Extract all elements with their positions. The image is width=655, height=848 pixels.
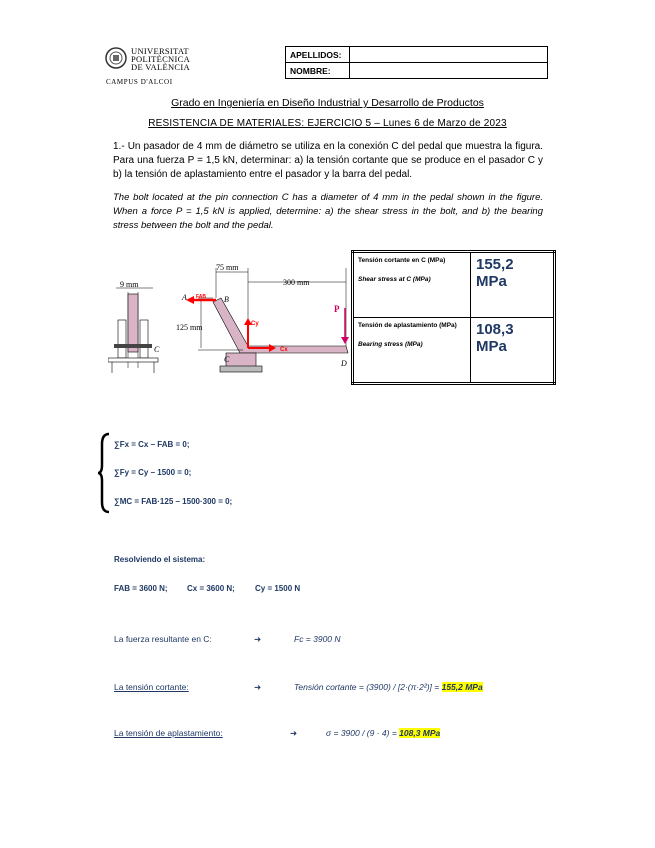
pedal-lever — [213, 298, 348, 372]
logo-line-2: POLITÈCNICA — [131, 54, 191, 64]
result-cx: Cx = 3600 N; — [187, 584, 235, 593]
pedal-figure — [108, 258, 353, 380]
system-brace-icon — [97, 432, 111, 514]
answer-table — [351, 250, 556, 385]
logo-line-3: DE VALÈNCIA — [131, 62, 190, 72]
equation-sum-fy: ∑Fy = Cy – 1500 = 0; — [114, 468, 192, 477]
pin-side-view — [108, 288, 158, 373]
exam-title: RESISTENCIA DE MATERIALES: EJERCICIO 5 – Lunes 6 de Marzo de 2023 — [148, 118, 507, 129]
bearing-result-highlight: 108,3 MPa — [399, 728, 441, 738]
problem-statement-es: 1.- Un pasador de 4 mm de diámetro se utiliza en la conexión C del pedal que muestra la figura. Para una fuerza P = 1,5 kN, determinar: a) la tensión cortante que se produce en el pasador C y b) la tensión de aplastamiento entre el pasador y la barra del pedal. — [113, 141, 543, 180]
shear-formula: Tensión cortante = (3900) / [2·(π·2²)] = — [294, 682, 442, 692]
point-c-label: C — [224, 355, 230, 364]
logo-line-1: UNIVERSITAT — [131, 46, 189, 56]
resultant-label: La fuerza resultante en C: — [114, 634, 212, 644]
result-fab: FAB = 3600 N; — [114, 584, 168, 593]
bearing-formula: σ = 3900 / (9 · 4) = — [326, 728, 400, 738]
campus-name: CAMPUS D'ALCOI — [106, 78, 173, 86]
name-field[interactable] — [350, 63, 548, 79]
student-id-table — [285, 46, 548, 79]
arrow-icon: ➜ — [254, 682, 262, 692]
arrow-icon: ➜ — [254, 634, 262, 644]
side-label-c: C — [154, 345, 160, 354]
dim-300mm: 300 mm — [283, 278, 310, 287]
dim-75mm: 75 mm — [216, 263, 239, 272]
solving-label: Resolviendo el sistema: — [114, 555, 206, 564]
surname-label: APELLIDOS: — [286, 47, 350, 63]
equation-sum-mc: ∑MC = FAB·125 – 1500·300 = 0; — [114, 497, 233, 506]
university-seal-icon — [104, 46, 128, 72]
force-p-label: P — [334, 304, 340, 314]
name-label: NOMBRE: — [286, 63, 350, 79]
result-cy: Cy = 1500 N — [255, 584, 301, 593]
resultant-value: Fc = 3900 N — [294, 634, 341, 644]
force-cy-label: Cy — [251, 321, 259, 327]
surname-field[interactable] — [350, 47, 548, 63]
arrow-icon: ➜ — [290, 728, 298, 738]
bearing-stress-label-es: Tensión de aplastamiento (MPa) — [358, 322, 457, 329]
point-b-label: B — [224, 295, 229, 304]
bearing-label: La tensión de aplastamiento: — [114, 728, 223, 738]
dim-9mm: 9 mm — [120, 280, 139, 289]
force-cx-label: Cx — [280, 347, 288, 353]
problem-statement-en: The bolt located at the pin connection C has a diameter of 4 mm in the pedal shown in the figure. When a force P = 1,5 kN is applied, determine: a) the shear stress in the bolt, and b) the bearing stress between the bolt and the pedal. — [113, 192, 543, 231]
force-fab-label: FAB — [196, 294, 206, 300]
force-p-arrow — [341, 308, 349, 344]
shear-stress-label-en: Shear stress at C (MPa) — [358, 276, 431, 283]
dim-125mm: 125 mm — [176, 323, 203, 332]
point-d-label: D — [341, 359, 347, 368]
shear-result-highlight: 155,2 MPa — [441, 682, 483, 692]
shear-label: La tensión cortante: — [114, 682, 189, 692]
bearing-stress-answer[interactable]: 108,3 MPa — [476, 321, 514, 355]
bearing-stress-label-en: Bearing stress (MPa) — [358, 341, 423, 348]
point-a-label: A — [182, 293, 187, 302]
shear-stress-answer[interactable]: 155,2 MPa — [476, 256, 514, 290]
course-title: Grado en Ingeniería en Diseño Industrial y Desarrollo de Productos — [171, 97, 484, 109]
shear-stress-label-es: Tensión cortante en C (MPa) — [358, 257, 446, 264]
university-logo — [104, 46, 198, 90]
equation-sum-fx: ∑Fx = Cx – FAB = 0; — [114, 440, 190, 449]
